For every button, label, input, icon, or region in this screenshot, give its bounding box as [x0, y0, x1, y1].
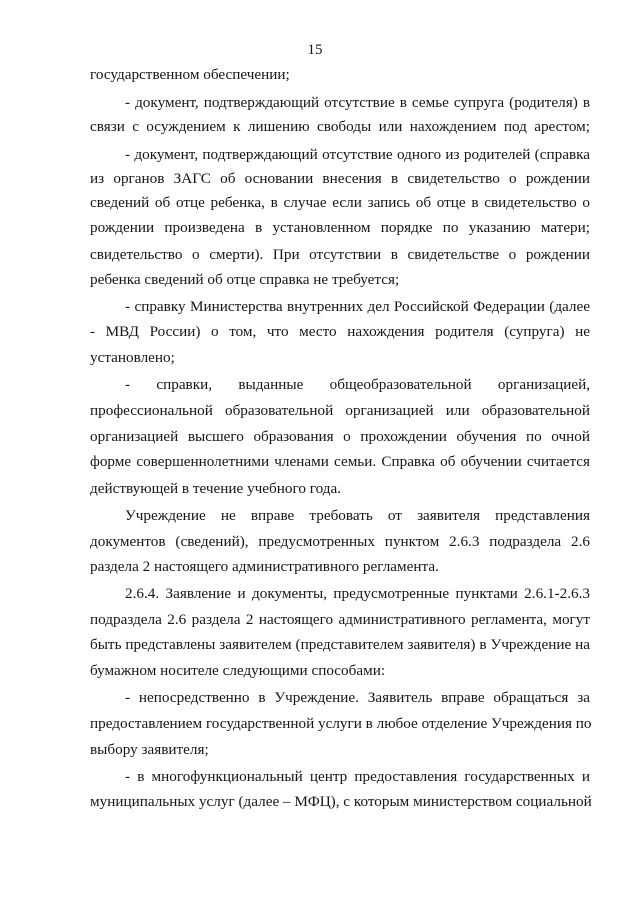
text-line: рождении произведена в установленном порядке по указанию матери;: [90, 219, 590, 236]
text-line: организацией высшего образования о прохождении обучения по очной: [90, 428, 590, 445]
text-line: связи с осуждением к лишению свободы или нахождением под арестом;: [90, 118, 590, 135]
text-line: из органов ЗАГС об основании внесения в свидетельство о рождении: [90, 170, 590, 187]
text-line: - справку Министерства внутренних дел Российской Федерации (далее: [125, 298, 590, 315]
text-line: сведений об отце ребенка, в случае если запись об отце в свидетельство о: [90, 194, 590, 211]
text-line: - непосредственно в Учреждение. Заявитель вправе обращаться за: [125, 689, 590, 706]
text-line: бумажном носителе следующими способами:: [90, 662, 386, 679]
text-line: - документ, подтверждающий отсутствие в семье супруга (родителя) в: [125, 94, 590, 111]
text-line: - в многофункциональный центр предоставления государственных и: [125, 768, 590, 785]
text-line: - справки, выданные общеобразовательной организацией,: [125, 376, 590, 393]
text-line: установлено;: [90, 349, 175, 366]
text-line: Учреждение не вправе требовать от заявителя представления: [125, 507, 590, 524]
text-line: государственном обеспечении;: [90, 66, 290, 83]
text-line: документов (сведений), предусмотренных пунктом 2.6.3 подраздела 2.6: [90, 533, 590, 550]
text-line: выбору заявителя;: [90, 741, 209, 758]
text-line: форме совершеннолетними членами семьи. Справка об обучении считается: [90, 453, 590, 470]
text-line: предоставлением государственной услуги в любое отделение Учреждения по: [90, 715, 592, 732]
text-line: быть представлены заявителем (представителем заявителя) в Учреждение на: [90, 636, 590, 653]
text-line: муниципальных услуг (далее – МФЦ), с которым министерством социальной: [90, 793, 592, 810]
text-line: свидетельство о смерти). При отсутствии в свидетельстве о рождении: [90, 246, 590, 263]
text-line: ребенка сведений об отце справка не требуется;: [90, 271, 400, 288]
text-line: раздела 2 настоящего административного регламента.: [90, 558, 439, 575]
page-number: 15: [307, 42, 323, 58]
text-line: профессиональной образовательной организацией или образовательной: [90, 402, 590, 419]
text-line: - документ, подтверждающий отсутствие одного из родителей (справка: [125, 146, 590, 163]
text-line: действующей в течение учебного года.: [90, 480, 341, 497]
text-line: 2.6.4. Заявление и документы, предусмотренные пунктами 2.6.1-2.6.3: [125, 585, 590, 602]
text-line: - МВД России) о том, что место нахождения родителя (супруга) не: [90, 323, 590, 340]
text-line: подраздела 2.6 раздела 2 настоящего административного регламента, могут: [90, 611, 590, 628]
